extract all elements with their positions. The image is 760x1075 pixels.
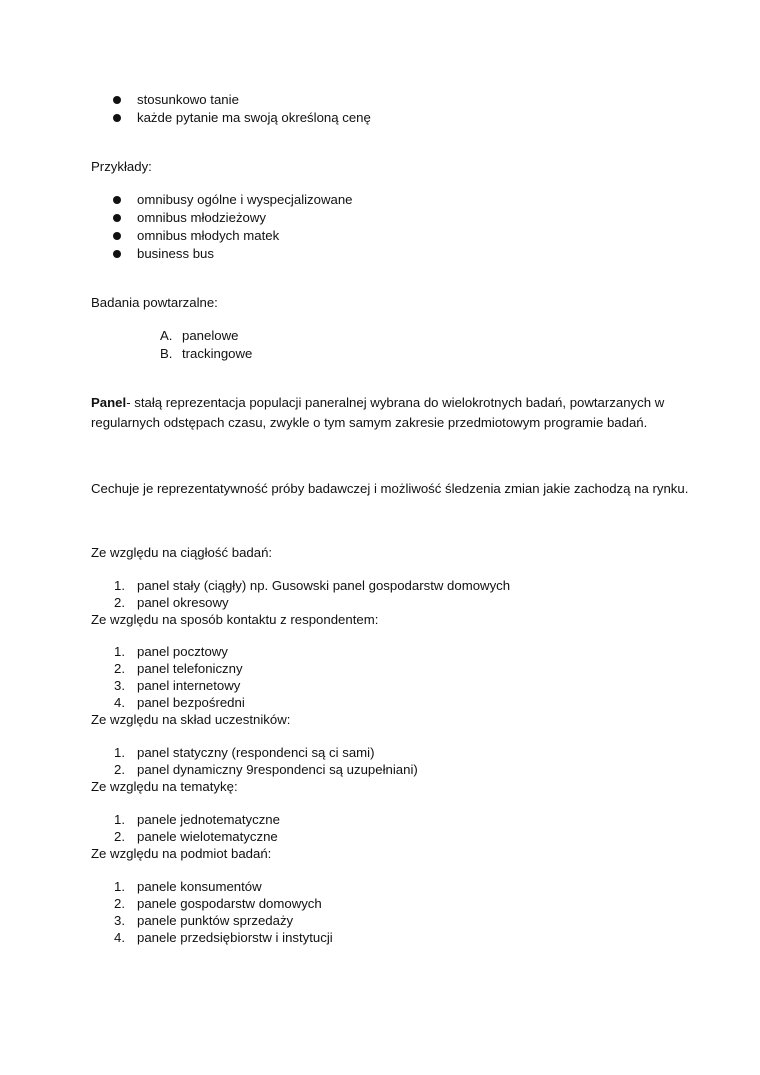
- list-number: 1.: [114, 644, 125, 659]
- list-item: panel okresowy: [137, 595, 229, 610]
- list-number: 3.: [114, 678, 125, 693]
- list-item: panel telefoniczny: [137, 661, 243, 676]
- list-number: 4.: [114, 695, 125, 710]
- bullet-icon: [113, 214, 121, 222]
- bullet-icon: [113, 232, 121, 240]
- list-item: omnibusy ogólne i wyspecjalizowane: [137, 192, 353, 207]
- list-item: panele punktów sprzedaży: [137, 913, 294, 928]
- list-item: panel statyczny (respondenci są ci sami): [137, 745, 375, 760]
- list-number: 1.: [114, 745, 125, 760]
- repeat-heading: Badania powtarzalne:: [91, 295, 218, 310]
- list-number: 4.: [114, 930, 125, 945]
- list-item: stosunkowo tanie: [137, 92, 239, 107]
- list-number: 2.: [114, 896, 125, 911]
- section-heading: Ze względu na sposób kontaktu z respondentem:: [91, 612, 379, 627]
- section-heading: Ze względu na tematykę:: [91, 779, 238, 794]
- list-number: 1.: [114, 879, 125, 894]
- list-item: omnibus młodych matek: [137, 228, 280, 243]
- list-number: 1.: [114, 812, 125, 827]
- list-number: 2.: [114, 762, 125, 777]
- list-number: 2.: [114, 661, 125, 676]
- list-number: 2.: [114, 595, 125, 610]
- list-item: trackingowe: [182, 346, 253, 361]
- section-heading: Ze względu na skład uczestników:: [91, 712, 291, 727]
- features-paragraph: Cechuje je reprezentatywność próby badawczej i możliwość śledzenia zmian jakie zachodzą na rynku.: [91, 481, 689, 496]
- list-item: panel bezpośredni: [137, 695, 245, 710]
- list-item: panele konsumentów: [137, 879, 262, 894]
- list-item: każde pytanie ma swoją określoną cenę: [137, 110, 371, 125]
- list-number: 2.: [114, 829, 125, 844]
- list-item: panel stały (ciągły) np. Gusowski panel gospodarstw domowych: [137, 578, 511, 593]
- list-item: panel dynamiczny 9respondenci są uzupełniani): [137, 762, 418, 777]
- bullet-icon: [113, 250, 121, 258]
- list-marker: A.: [160, 328, 173, 343]
- panel-definition-text: - stałą reprezentacja populacji paneralnej wybrana do wielokrotnych badań, powtarzanych w: [126, 395, 665, 410]
- section-heading: Ze względu na podmiot badań:: [91, 846, 272, 861]
- list-item: panele gospodarstw domowych: [137, 896, 322, 911]
- bullet-icon: [113, 114, 121, 122]
- panel-term: Panel: [91, 395, 127, 410]
- list-item: business bus: [137, 246, 214, 261]
- examples-heading: Przykłady:: [91, 159, 152, 174]
- list-item: panelowe: [182, 328, 239, 343]
- list-item: panele przedsiębiorstw i instytucji: [137, 930, 333, 945]
- list-item: panel pocztowy: [137, 644, 228, 659]
- section-heading: Ze względu na ciągłość badań:: [91, 545, 273, 560]
- panel-definition: [91, 394, 664, 412]
- panel-definition-cont: regularnych odstępach czasu, zwykle o tym samym zakresie przedmiotowym programie badań.: [91, 415, 648, 430]
- list-item: panele wielotematyczne: [137, 829, 278, 844]
- bullet-icon: [113, 96, 121, 104]
- bullet-icon: [113, 196, 121, 204]
- list-item: panel internetowy: [137, 678, 241, 693]
- list-item: panele jednotematyczne: [137, 812, 280, 827]
- list-item: omnibus młodzieżowy: [137, 210, 266, 225]
- list-marker: B.: [160, 346, 173, 361]
- list-number: 3.: [114, 913, 125, 928]
- list-number: 1.: [114, 578, 125, 593]
